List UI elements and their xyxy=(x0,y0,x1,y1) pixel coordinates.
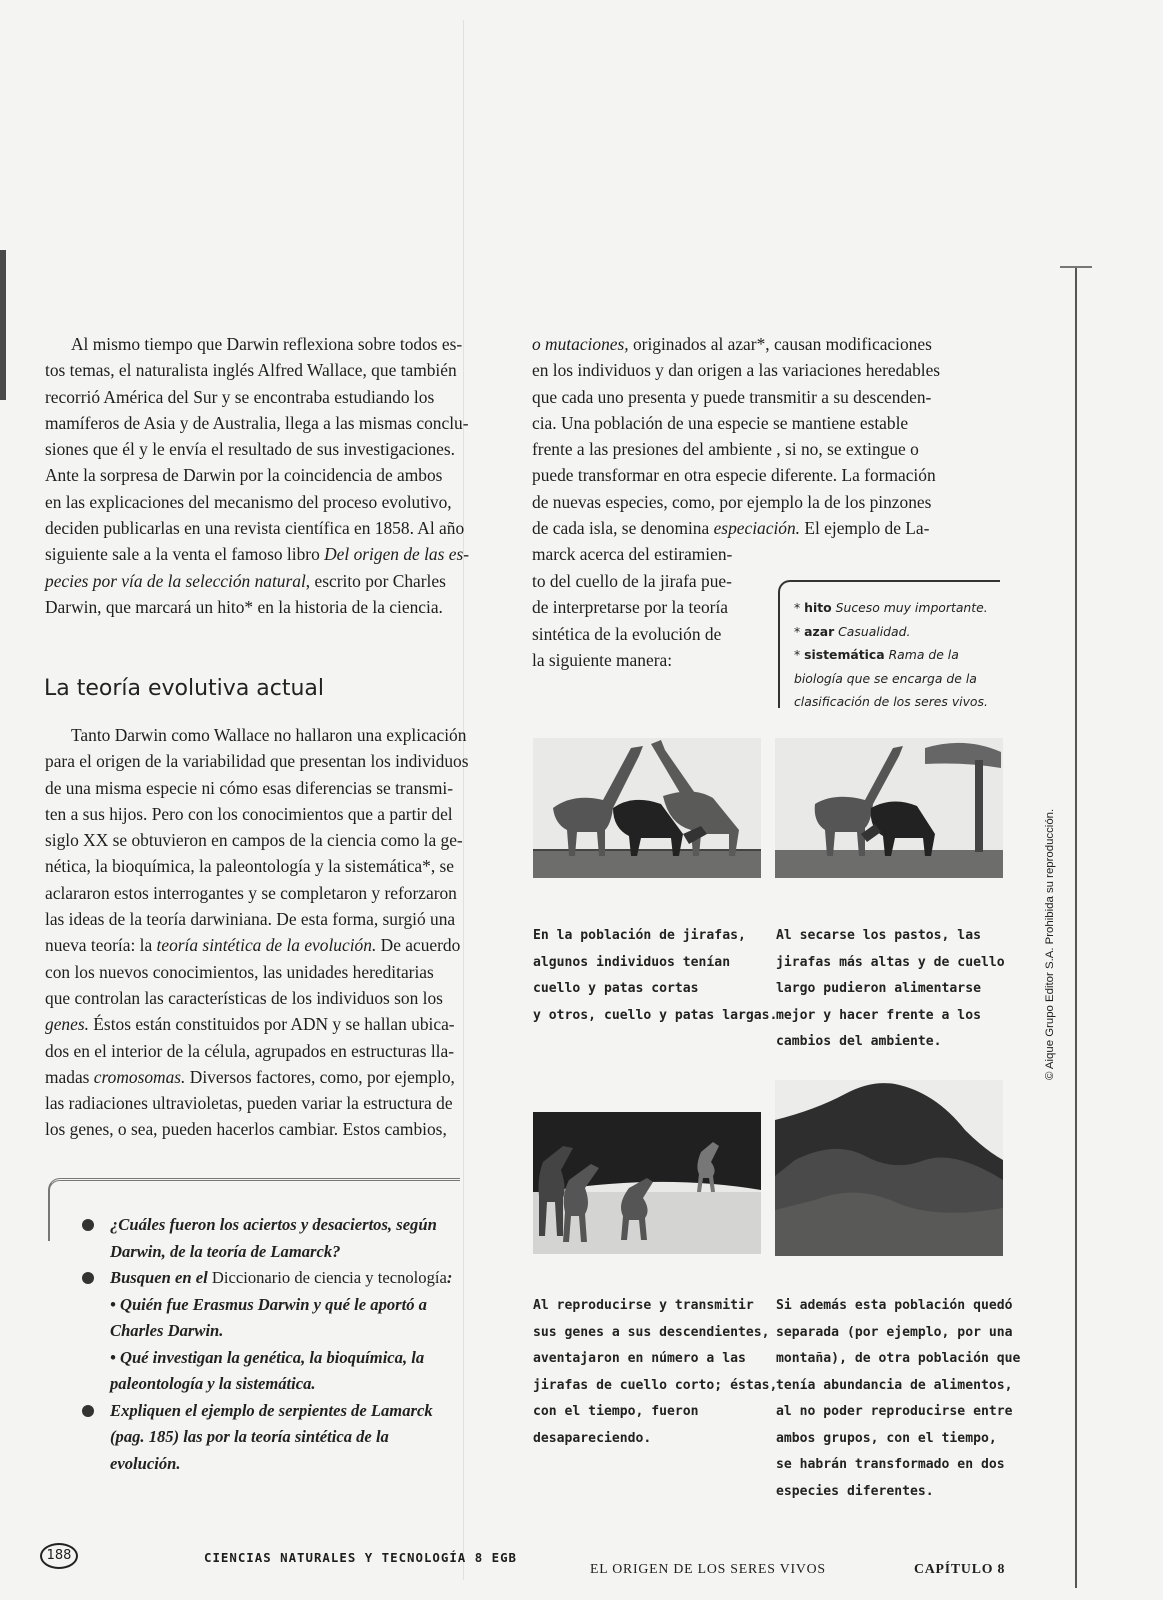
text-line: recorrió América del Sur y se encontraba estudiando los xyxy=(45,386,435,407)
footer-course: CIENCIAS NATURALES Y TECNOLOGÍA 8 EGB xyxy=(204,1550,518,1565)
illustration-long-neck-giraffes xyxy=(533,1112,761,1254)
caption-line: montaña), de otra población que xyxy=(776,1351,1021,1366)
right-wrap-paragraph xyxy=(532,568,766,673)
caption-line: y otros, cuello y patas largas. xyxy=(533,1007,778,1023)
caption-4 xyxy=(776,1293,1036,1505)
caption-line: con el tiempo, fueron xyxy=(533,1404,699,1419)
activity-line: (pag. 185) las por la teoría sintética de la xyxy=(110,1427,389,1446)
text-span: , escrito por Charles xyxy=(305,570,446,591)
text-line xyxy=(45,1064,508,1090)
footer-title: EL ORIGEN DE LOS SERES VIVOS xyxy=(590,1561,826,1576)
caption-3 xyxy=(533,1293,778,1452)
text-line xyxy=(45,541,508,567)
text-line: con los nuevos conocimientos, las unidades hereditarias xyxy=(45,961,434,982)
caption-line: cuello y patas cortas xyxy=(533,981,699,996)
text-line: aclararon estos interrogantes y se completaron y reforzaron xyxy=(45,882,457,903)
activity-line: Charles Darwin. xyxy=(110,1321,224,1340)
activity-line: Expliquen el ejemplo de serpientes de Lamarck xyxy=(110,1400,433,1420)
giraffe-herd-image xyxy=(533,1112,761,1254)
footer-chapter: CAPÍTULO 8 xyxy=(914,1561,1006,1576)
caption-line: Si además esta población quedó xyxy=(776,1298,1013,1313)
giraffe-group-image xyxy=(533,738,761,878)
text-span: originados al azar*, causan modificaciones xyxy=(628,334,932,354)
glossary-definition: Suceso muy importante. xyxy=(835,600,988,615)
glossary-term: sistemática xyxy=(804,647,885,662)
text-line: las ideas de la teoría darwiniana. De esta forma, surgió una xyxy=(45,909,456,930)
text-line: Tanto Darwin como Wallace no hallaron una explicación xyxy=(71,725,467,745)
activity-item-2 xyxy=(82,1265,512,1398)
text-line: en las explicaciones del mecanismo del proceso evolutivo, xyxy=(45,491,452,512)
caption-line: Al secarse los pastos, las xyxy=(776,928,981,943)
text-span: de cada isla, se denomina xyxy=(532,518,714,539)
caption-line: jirafas más altas y de cuello xyxy=(776,954,1005,970)
text-line: siones que él y le envía el resultado de sus investigaciones. xyxy=(45,439,456,460)
glossary-term: hito xyxy=(804,600,832,615)
caption-1 xyxy=(533,923,778,1029)
caption-line: sus genes a sus descendientes, xyxy=(533,1324,770,1340)
right-paragraph xyxy=(532,331,1000,568)
caption-line: largo pudieron alimentarse xyxy=(776,981,981,996)
illustration-mountain-separation xyxy=(775,1080,1003,1256)
activity-line: paleontología y la sistemática. xyxy=(110,1374,316,1393)
caption-line: se habrán transformado en dos xyxy=(776,1457,1005,1472)
text-line: de nuevas especies, como, por ejemplo la de los pinzones xyxy=(532,491,932,512)
bullet-icon xyxy=(82,1405,94,1417)
glossary-definition: Rama de la xyxy=(888,647,959,662)
text-line: ten a sus hijos. Pero con los conocimientos que a partir del xyxy=(45,803,453,824)
glossary-definition-cont: biología que se encarga de la xyxy=(794,670,977,686)
text-span: El ejemplo de La- xyxy=(800,518,930,539)
text-line: para el origen de la variabilidad que presentan los individuos xyxy=(45,751,469,772)
term-especiacion: especiación. xyxy=(713,518,801,539)
caption-line: mejor y hacer frente a los xyxy=(776,1007,981,1023)
caption-line: al no poder reproducirse entre xyxy=(776,1404,1013,1419)
book-title-part-2: pecies por vía de la selección natural xyxy=(45,570,306,591)
text-span: nueva teoría: la xyxy=(45,935,157,956)
text-line: deciden publicarlas en una revista científica en 1858. Al año xyxy=(45,518,465,539)
scan-edge-shadow xyxy=(0,250,6,400)
text-line: to del cuello de la jirafa pue- xyxy=(532,571,732,591)
bullet-icon xyxy=(82,1272,94,1284)
glossary-item-sistematica: * sistemática Rama de la xyxy=(794,647,959,662)
text-line: de una misma especie ni cómo esas diferencias se transmi- xyxy=(45,777,454,798)
activity-item-1 xyxy=(82,1212,512,1265)
text-line: frente a las presiones del ambiente , si no, se extingue o xyxy=(532,439,919,460)
caption-line: ambos grupos, con el tiempo, xyxy=(776,1430,997,1446)
glossary-term: azar xyxy=(804,623,835,639)
glossary-definition-cont: clasificación de los seres vivos. xyxy=(794,694,988,709)
text-line: Ante la sorpresa de Darwin por la coincidencia de ambos xyxy=(45,465,443,486)
text-line: puede transformar en otra especie diferente. La formación xyxy=(532,465,936,486)
text-line: las radiaciones ultravioletas, pueden variar la estructura de xyxy=(45,1093,453,1114)
dictionary-title: Diccionario de ciencia y tecnología xyxy=(211,1268,447,1287)
activity-list xyxy=(82,1212,512,1477)
text-span: : xyxy=(446,1268,453,1287)
bullet-icon xyxy=(82,1219,94,1231)
illustration-tall-giraffes-feeding xyxy=(775,738,1003,878)
caption-line: aventajaron en número a las xyxy=(533,1351,746,1366)
activity-item-3 xyxy=(82,1398,512,1478)
text-span: Busquen en el xyxy=(110,1268,212,1287)
section-heading: La teoría evolutiva actual xyxy=(44,676,325,701)
caption-line: tenía abundancia de alimentos, xyxy=(776,1377,1013,1393)
text-line: que controlan las características de los individuos son los xyxy=(45,987,443,1008)
text-line: tos temas, el naturalista inglés Alfred Wallace, que también xyxy=(45,360,457,381)
glossary-box xyxy=(778,580,1000,708)
caption-line: especies diferentes. xyxy=(776,1483,934,1499)
activity-line xyxy=(110,1265,512,1292)
text-line xyxy=(532,515,1000,541)
text-line: Al mismo tiempo que Darwin reflexiona sobre todos es- xyxy=(71,334,463,354)
text-line xyxy=(45,932,508,958)
text-line: mamíferos de Asia y de Australia, llega a las mismas conclu- xyxy=(45,412,469,433)
term-teoria-sintetica: teoría sintética de la evolución. xyxy=(156,935,377,956)
text-line xyxy=(532,331,1000,357)
text-line: marck acerca del estiramien- xyxy=(532,544,733,565)
text-line: los genes, o sea, pueden hacerlos cambiar. Estos cambios, xyxy=(45,1119,447,1140)
text-line: dos en el interior de la célula, agrupados en estructuras lla- xyxy=(45,1040,455,1061)
term-cromosomas: cromosomas. xyxy=(93,1066,186,1087)
caption-line: jirafas de cuello corto; éstas, xyxy=(533,1377,778,1393)
caption-line: Al reproducirse y transmitir xyxy=(533,1298,754,1313)
glossary-item-hito: * hito Suceso muy importante. xyxy=(794,600,988,615)
text-line: siglo XX se obtuvieron en campos de la ciencia como la ge- xyxy=(45,830,463,851)
glossary-item-azar: * azar Casualidad. xyxy=(794,623,911,639)
text-span: siguiente sale a la venta el famoso libro xyxy=(45,544,325,565)
term-mutaciones: o mutaciones, xyxy=(532,334,629,354)
text-line: Darwin, que marcará un hito* en la historia de la ciencia. xyxy=(45,596,443,617)
text-line: nética, la bioquímica, la paleontología y la sistemática*, se xyxy=(45,856,455,877)
text-line xyxy=(45,568,508,594)
activity-line: evolución. xyxy=(110,1453,181,1473)
text-span: Éstos están constituidos por ADN y se hallan ubica- xyxy=(88,1014,455,1035)
activity-line: • Qué investigan la genética, la bioquímica, la xyxy=(110,1347,425,1367)
copyright-notice: © Aique Grupo Editor S.A. Prohibida su reproducción. xyxy=(1044,808,1056,1080)
term-genes: genes. xyxy=(45,1014,89,1035)
text-line: de interpretarse por la teoría xyxy=(532,597,729,618)
caption-line: En la población de jirafas, xyxy=(533,928,746,943)
activity-line: • Quién fue Erasmus Darwin y qué le aportó a xyxy=(110,1294,427,1314)
glossary-definition: Casualidad. xyxy=(838,623,911,639)
text-line: sintética de la evolución de xyxy=(532,623,722,644)
text-line: en los individuos y dan origen a las variaciones heredables xyxy=(532,360,941,381)
text-line: cia. Una población de una especie se mantiene estable xyxy=(532,412,909,433)
text-span: madas xyxy=(45,1066,94,1087)
caption-line: separada (por ejemplo, por una xyxy=(776,1324,1013,1340)
text-span: De acuerdo xyxy=(376,935,461,956)
text-span: Diversos factores, como, por ejemplo, xyxy=(185,1066,455,1087)
illustration-giraffe-population xyxy=(533,738,761,878)
mountain-image xyxy=(775,1080,1003,1256)
activity-line: Darwin, de la teoría de Lamarck? xyxy=(110,1241,341,1261)
activity-line: ¿Cuáles fueron los aciertos y desaciertos, según xyxy=(110,1215,437,1234)
giraffe-tree-image xyxy=(775,738,1003,878)
text-line: la siguiente manera: xyxy=(532,649,673,670)
text-line: que cada uno presenta y puede transmitir a su descenden- xyxy=(532,386,932,407)
caption-2 xyxy=(776,923,1021,1056)
left-paragraph-2 xyxy=(45,722,508,1143)
margin-rule xyxy=(1075,268,1077,1588)
page-number: 188 xyxy=(40,1543,78,1569)
book-title-part-1: Del origen de las es- xyxy=(324,544,470,565)
text-line xyxy=(45,1011,508,1037)
left-paragraph-1 xyxy=(45,331,508,620)
caption-line: algunos individuos tenían xyxy=(533,954,731,970)
caption-line: cambios del ambiente. xyxy=(776,1034,942,1049)
caption-line: desapareciendo. xyxy=(533,1430,652,1446)
